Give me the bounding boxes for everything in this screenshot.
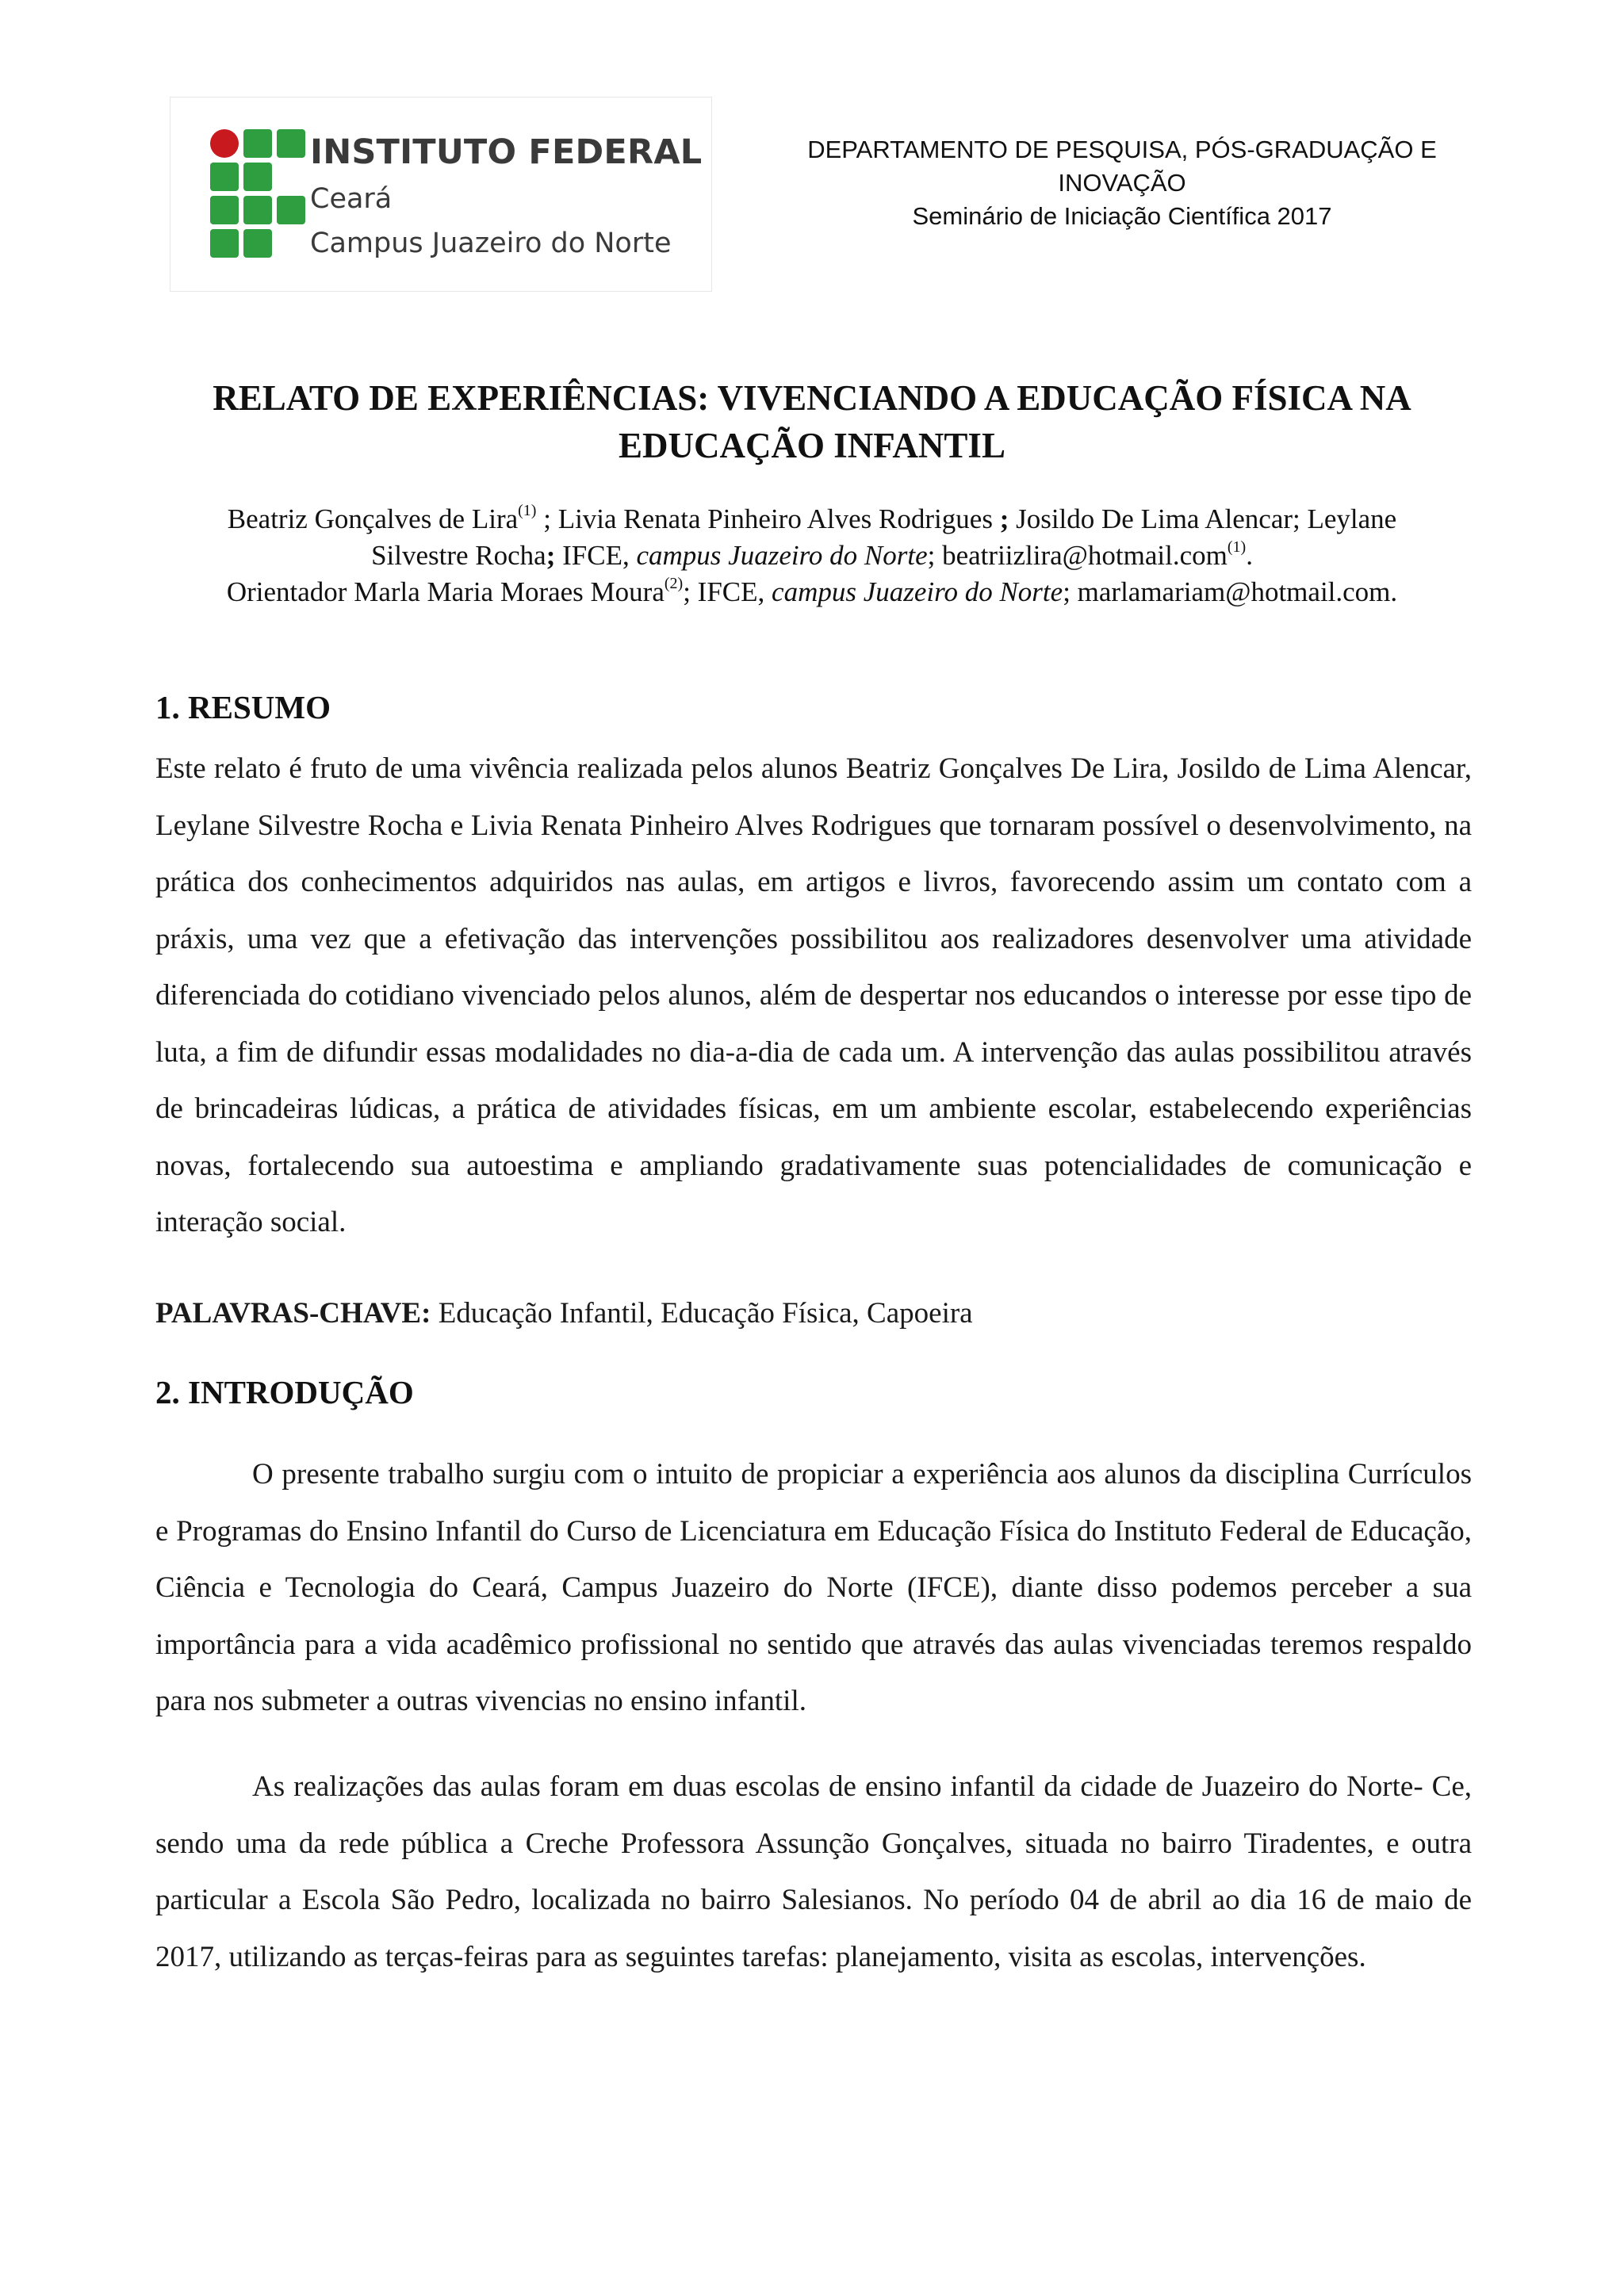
campus: campus Juazeiro do Norte [772, 576, 1063, 607]
seminar-name: Seminário de Iniciação Científica 2017 [912, 202, 1332, 230]
department-header [785, 133, 1459, 233]
separator: ; [999, 503, 1009, 534]
authors-block [111, 501, 1513, 610]
author-sup: (1) [518, 502, 537, 519]
title-line-2: EDUCAÇÃO INFANTIL [619, 426, 1005, 465]
author-name: Josildo De Lima Alencar; Leylane [1009, 503, 1397, 534]
keywords-line [155, 1294, 973, 1334]
advisor-name: Orientador Marla Maria Moraes Moura [226, 576, 665, 607]
advisor-line [111, 574, 1513, 610]
advisor-sup: (2) [664, 575, 684, 592]
logo-campus: Campus Juazeiro do Norte [310, 228, 672, 259]
department-line-1: DEPARTAMENTO DE PESQUISA, PÓS-GRADUAÇÃO E [807, 136, 1437, 163]
authors-line-1 [111, 501, 1513, 538]
line-end: . [1246, 540, 1253, 571]
institute-logo [170, 97, 712, 292]
intro-paragraph-2: As realizações das aulas foram em duas escolas de ensino infantil da cidade de Juazeiro do Norte- Ce, sendo uma da rede pública a Creche Professora Assunção Gonçalves, situada no bairro Tiradentes, e outra particular a Escola São Pedro, localizada no bairro Salesianos. No período 04 de abril ao dia 16 de maio de 2017, utilizando as terças-feiras para as seguintes tarefas: planejamento, visita as escolas, intervenções. [155, 1770, 1472, 1973]
institution: IFCE, [555, 540, 637, 571]
author-name: Beatriz Gonçalves de Lira [227, 503, 519, 534]
author-name: ; Livia Renata Pinheiro Alves Rodrigues [536, 503, 1000, 534]
advisor-email: ; marlamariam@hotmail.com. [1063, 576, 1398, 607]
logo-grid-icon [199, 129, 310, 256]
institution: ; IFCE, [683, 576, 772, 607]
logo-title: INSTITUTO FEDERAL [310, 132, 703, 172]
separator: ; [546, 540, 556, 571]
campus: campus Juazeiro do Norte [636, 540, 928, 571]
keywords-label: PALAVRAS-CHAVE: [155, 1297, 431, 1330]
keywords: Educação Infantil, Educação Física, Capoeira [431, 1297, 973, 1330]
intro-paragraph-1: O presente trabalho surgiu com o intuito de propiciar a experiência aos alunos da disciplina Currículos e Programas do Ensino Infantil do Curso de Licenciatura em Educação Física do Instituto Federal de Educação, Ciência e Tecnologia do Ceará, Campus Juazeiro do Norte (IFCE), diante disso podemos perceber a sua importância para a vida acadêmico profissional no sentido que através das aulas vivenciadas teremos respaldo para nos submeter a outras vivencias no ensino infantil. [155, 1458, 1472, 1717]
email-sup: (1) [1227, 538, 1247, 556]
intro-heading: 2. INTRODUÇÃO [155, 1374, 414, 1410]
author-name: Silvestre Rocha [371, 540, 546, 571]
paper-title [111, 374, 1513, 469]
author-email: ; beatriizlira@hotmail.com [927, 540, 1228, 571]
department-line-2: INOVAÇÃO [1058, 169, 1186, 197]
title-line-1: RELATO DE EXPERIÊNCIAS: VIVENCIANDO A EDUCAÇÃO FÍSICA NA [213, 378, 1411, 418]
resumo-text: Este relato é fruto de uma vivência realizada pelos alunos Beatriz Gonçalves De Lira, Josildo de Lima Alencar, Leylane Silvestre Rocha e Livia Renata Pinheiro Alves Rodrigues que tornaram possível o desenvolvimento, na prática dos conhecimentos adquiridos nas aulas, em artigos e livros, favorecendo assim um contato com a práxis, uma vez que a efetivação das intervenções possibilitou aos realizadores desenvolver uma atividade diferenciada do cotidiano vivenciado pelos alunos, além de despertar nos educandos o interesse por esse tipo de luta, a fim de difundir essas modalidades no dia-a-dia de cada um. A intervenção das aulas possibilitou através de brincadeiras lúdicas, a prática de atividades físicas, em um ambiente escolar, estabelecendo experiências novas, fortalecendo sua autoestima e ampliando gradativamente suas potencialidades de comunicação e interação social. [155, 752, 1472, 1238]
resumo-heading: 1. RESUMO [155, 689, 331, 725]
authors-line-2 [111, 538, 1513, 574]
logo-state: Ceará [310, 183, 393, 215]
